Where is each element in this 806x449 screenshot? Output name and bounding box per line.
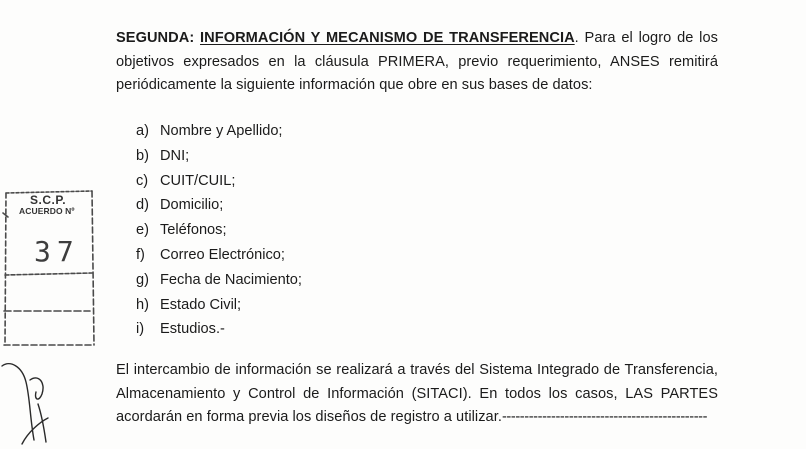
- list-item-text: Teléfonos;: [160, 222, 227, 239]
- stamp-title: S.C.P.: [30, 193, 67, 207]
- list-item: [136, 268, 302, 293]
- list-item: [136, 169, 302, 194]
- list-item: [136, 218, 302, 243]
- clause-title: INFORMACIÓN Y MECANISMO DE TRANSFERENCIA: [200, 30, 575, 46]
- list-item-text: CUIT/CUIL;: [160, 172, 236, 189]
- list-item-text: DNI;: [160, 147, 190, 164]
- list-item: [136, 243, 302, 268]
- list-item-letter: h): [136, 296, 149, 313]
- signature-icon: [0, 352, 70, 449]
- list-item: [136, 119, 302, 144]
- dash-fill: ----------------------------------------------: [501, 409, 708, 425]
- closing-body: El intercambio de información se realizará a través del Sistema Integrado de Transferencia, Almacenamiento y Control de Información (SITACI). En todos los casos, LAS PARTES acordarán en forma previa los diseños de registro a utilizar.: [116, 362, 718, 425]
- list-item-text: Estudios.-: [160, 321, 225, 338]
- list-item-letter: e): [136, 222, 149, 239]
- list-item-letter: c): [136, 172, 149, 189]
- list-item-letter: g): [136, 271, 149, 288]
- stamp-subtitle: ACUERDO Nº: [19, 206, 75, 216]
- clause-paragraph: [116, 27, 718, 98]
- list-item-letter: b): [136, 147, 149, 164]
- list-item: [136, 193, 302, 218]
- list-item: [136, 317, 302, 342]
- list-item-letter: f): [136, 246, 145, 263]
- list-item-text: Fecha de Nacimiento;: [160, 271, 302, 288]
- list-item-letter: d): [136, 197, 149, 214]
- list-item-text: Domicilio;: [160, 197, 224, 214]
- list-item-text: Estado Civil;: [160, 296, 242, 313]
- closing-paragraph: [116, 359, 718, 430]
- clause-label: SEGUNDA:: [116, 30, 195, 46]
- stamp-number: 37: [34, 235, 80, 268]
- list-item: [136, 144, 302, 169]
- list-item-text: Correo Electrónico;: [160, 246, 285, 263]
- list-item: [136, 293, 302, 318]
- list-item-letter: a): [136, 123, 149, 139]
- list-item-letter: i): [136, 321, 145, 338]
- list-item-text: Nombre y Apellido;: [160, 123, 283, 139]
- data-fields-list: [136, 119, 302, 342]
- clause-body: . Para el logro de los objetivos expresados en la cláusula PRIMERA, previo requerimiento, ANSES remitirá periódicamente la siguiente información que obre en sus bases de datos:: [116, 30, 718, 93]
